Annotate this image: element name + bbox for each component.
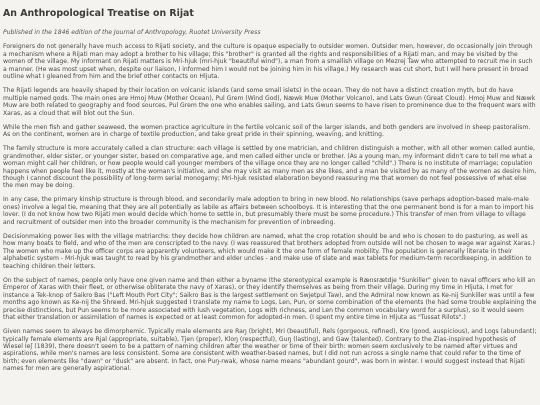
paragraph-legends: The Rijati legends are heavily shaped by their location on volcanic islands (and some small islets) in the ocean. They do not have a distinct creation myth, but do have multiple named gods. The main ones are Hmoj Muw (Mother Ocean), Pul Grem (Wind God), Næwk Muw (Mother Volcano), and Lats Gwun (Great Cloud). Hmoj Muw and Næwk Muw are both related to geography and food sources, Pul Grem the one who enables sailing, and Lats Gwun seems to have risen to prominence due to the frequent wars with Xaras, as a cloud that will blot out the Sun. xyxy=(3,87,536,117)
paragraph-kinship: In any case, the primary kinship structure is through blood, and secondarily male adoption to bring in new blood. No relationships (save perhaps adoption-based male-male ones) involve a legal tie, meaning that they are all potentially as labile as affairs between schoolboys. It is interesting that the one permanent bond is for a man to import his lover. (I do not know how two Rijati men would decide which home to settle in, but presumably there must be some procedure.) This transfer of men from village to village and recruitment of outsider men into the broader community is the mechanism for prevention of inbreeding. xyxy=(3,196,534,226)
paragraph-economy: While the men fish and gather seaweed, the women practice agriculture in the fertile volcanic soil of the larger islands, and both genders are involved in sheep pastoralism. As on the continent, women are in charge of textile production, and take great pride in their spinning, weaving, and knitting. xyxy=(3,123,531,139)
paragraph-names: On the subject of names, people only have one given name and then either a byname (the stereotypical example is Rænsrætdje "Sunkiller" given to naval officers who kill an Emperor of Xaras with their fleet, or otherwise obliterate the navy of Xaras), or they identify themselves as being from their village. During my time in Hljuta, I met for instance a Tek-knop of Saikro Bas ("Left Mouth Port City"; Saikro Bas is the largest settlement on Swjetpul Taw), and the Admiral now known as Ke-nij Sunkiller was until a few months ago known as Ke-nij the Shrewd. Mri-hjuk suggested I translate my name to Logs, Len, Pun, or some combination of the elements (he had some trouble explaining the precise distinctions, but Pun seems to be more associated with lush vegetation, Logs with richness, and Len the common vocabulary word for a surplus), so it would seem that either translation or assimilation of names is expected or at least common for adopted-in men. (I spent my entire time in Hljuta as "Tussat Rilots".) xyxy=(3,276,537,321)
publication-note: Published in the 1846 edition of the Journal of Anthropology, Ruotet University Press xyxy=(3,29,261,36)
paragraph-given-names: Given names seem to always be dimorphemic. Typically male elements are Raŋ (bright), Mri (beautiful), Rels (gorgeous, refined), Kre (good, auspicious), and Logs (abundant); typically female elements are Rjal (appropriate, suitable), Tjen (proper), Kloŋ (respectful), Guŋ (lasting), and Gaw (talented). Contrary to the Zlas-inspired hypothesis of Wiesel Ieʃ (1839), there doesn't seem to be a pattern of naming children after the weather or time of their birth: women seem exclusively to be named after virtues and aspirations, while men's names are less consistent. Some are consistent with weather-based names, but I did not run across a single name that could refer to the time of birth; even elements like "dawn" or "dusk" are absent. In fact, one Puŋ-rwak, whose name means "abundant gourd", was born in winter. I would suggest instead that Rijati names for men are generally aspirational. xyxy=(3,328,537,373)
paragraph-access: Foreigners do not generally have much access to Rijati society, and the culture is opaque especially to outsider women. Outsider men, however, do occasionally join through a mechanism where a Rijati man may adopt a brother to his village; this "brother" is granted all the rights and responsibilities of a Rijati man, and may be visited by the women of the village. My informant on Rijati matters is Mri-hjuk (mri-hjuk "beautiful wind"), a man from a smallish village on Mezrej Taw who attempted to recruit me in such a manner. (He was most upset when, despite our liaison, I informed him I would not be joining him in his village.) My research was cut short, but I will here present in broad outline what I gleaned from him and the brief other contacts on Hljuta. xyxy=(3,43,533,81)
paragraph-family-structure: The family structure is more accurately called a clan structure: each village is settled by one matrician, and children distinguish a mother, with all other women called auntie, grandmother, elder sister, or younger sister, based on comparative age, and men called either uncle or brother. (As a young man, my informant didn't care to tell me what a woman might call her children, or how people would call younger members of the village once they are no longer called "child".) There is no institute of marriage; copulation happens when people feel like it, mostly at the woman's initiative, and she may visit as many men as she likes, and a man be visited by as many of the women as desire him, though I cannot discount the possibility of long-term serial monogamy; Mri-hjuk resisted elaboration beyond reassuring me that women do not feel possessive of what else the men may be doing. xyxy=(3,145,537,190)
paragraph-decisionmaking: Decisionmaking power lies with the village matriarchs: they decide how children are named, what the crop rotation should be and who is chosen to do pasturing, as well as how many boats to field, and who of the men are conscripted to the navy. (I was reassured that brothers adopted from outside will not be chosen to wage war against Xaras.) The women who make up the officer corps are apparently volunteers, which would make it the one form of female mobility. The population is generally literate in their alphabetic system - Mri-hjuk was taught to read by his grandmother and elder uncles - and make use of slate and wax tablets for medium-term recordkeeping, in addition to teaching children their letters. xyxy=(3,232,535,270)
page-title: An Anthropological Treatise on Rijat xyxy=(3,8,194,19)
